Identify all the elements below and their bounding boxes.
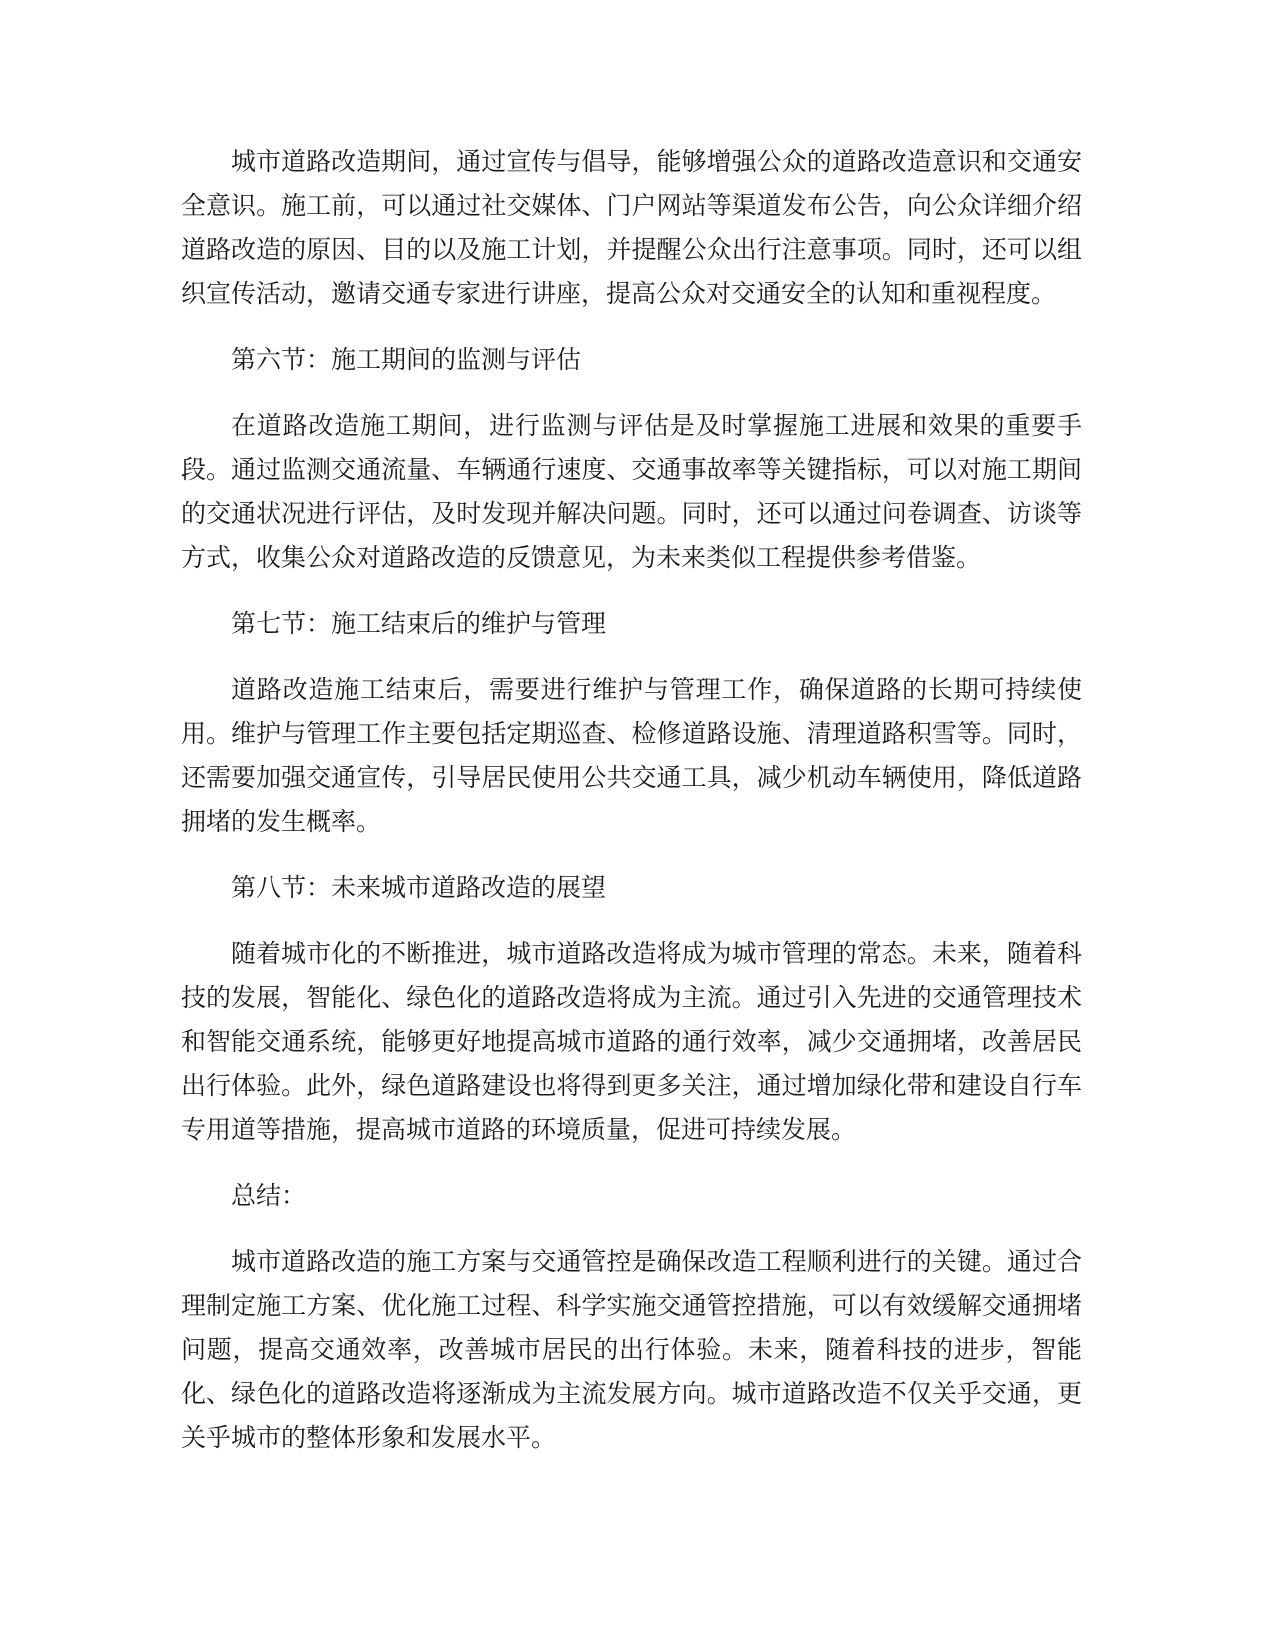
paragraph-outlook: 随着城市化的不断推进，城市道路改造将成为城市管理的常态。未来，随着科技的发展，智能化、绿色化的道路改造将成为主流。通过引入先进的交通管理技术和智能交通系统，能够更好地提高城市道路的通行效率，减少交通拥堵，改善居民出行体验。此外，绿色道路建设也将得到更多关注，通过增加绿化带和建设自行车专用道等措施，提高城市道路的环境质量，促进可持续发展。 bbox=[181, 939, 1082, 1144]
section-heading-8: 第八节：未来城市道路改造的展望 bbox=[231, 873, 607, 902]
paragraph-monitoring: 在道路改造施工期间，进行监测与评估是及时掌握施工进展和效果的重要手段。通过监测交通流量、车辆通行速度、交通事故率等关键指标，可以对施工期间的交通状况进行评估，及时发现并解决问题。同时，还可以通过问卷调查、访谈等方式，收集公众对道路改造的反馈意见，为未来类似工程提供参考借鉴。 bbox=[181, 411, 1082, 572]
paragraph-summary: 城市道路改造的施工方案与交通管控是确保改造工程顺利进行的关键。通过合理制定施工方案、优化施工过程、科学实施交通管控措施，可以有效缓解交通拥堵问题，提高交通效率，改善城市居民的出行体验。未来，随着科技的进步，智能化、绿色化的道路改造将逐渐成为主流发展方向。城市道路改造不仅关乎交通，更关乎城市的整体形象和发展水平。 bbox=[181, 1247, 1082, 1452]
paragraph-maintenance: 道路改造施工结束后，需要进行维护与管理工作，确保道路的长期可持续使用。维护与管理工作主要包括定期巡查、检修道路设施、清理道路积雪等。同时，还需要加强交通宣传，引导居民使用公共交通工具，减少机动车辆使用，降低道路拥堵的发生概率。 bbox=[181, 675, 1082, 836]
paragraph-publicity: 城市道路改造期间，通过宣传与倡导，能够增强公众的道路改造意识和交通安全意识。施工前，可以通过社交媒体、门户网站等渠道发布公告，向公众详细介绍道路改造的原因、目的以及施工计划，并提醒公众出行注意事项。同时，还可以组织宣传活动，邀请交通专家进行讲座，提高公众对交通安全的认知和重视程度。 bbox=[181, 147, 1082, 308]
section-heading-6: 第六节：施工期间的监测与评估 bbox=[231, 345, 582, 374]
section-heading-7: 第七节：施工结束后的维护与管理 bbox=[231, 609, 607, 638]
document-body bbox=[181, 140, 1082, 1482]
summary-heading: 总结： bbox=[231, 1181, 307, 1210]
